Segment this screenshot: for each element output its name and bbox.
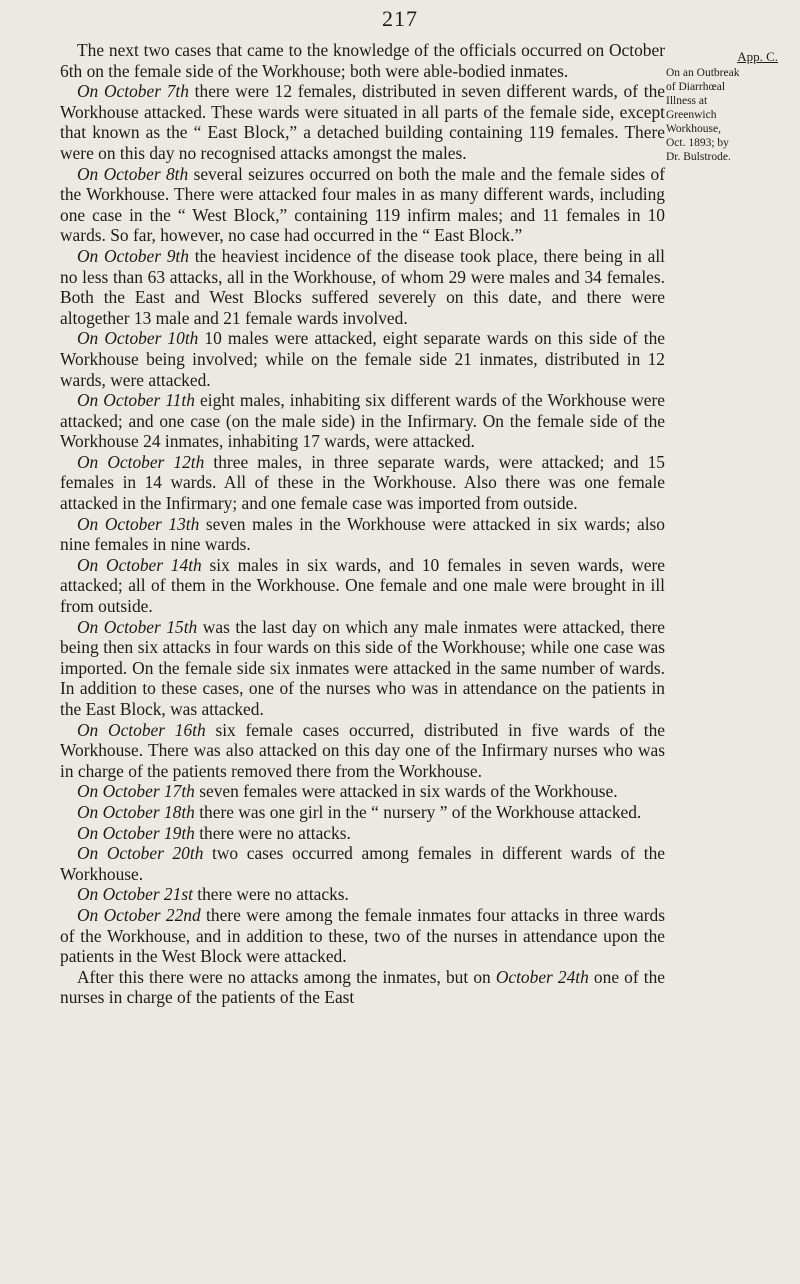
paragraph-text: there were among the female inmates four attacks in three wards of the Workhouse, and in addition to these, two of the nurses in attendance upon the patients in the West Block were attacked. (60, 904, 665, 967)
date-heading: On October 21st (77, 884, 193, 905)
paragraph (60, 905, 665, 967)
paragraph (60, 246, 665, 328)
paragraph (60, 617, 665, 720)
margin-note-line: Illness at (666, 95, 708, 107)
margin-note-line: Greenwich (666, 109, 717, 121)
date-heading: On October 9th (77, 245, 189, 266)
date-heading: On October 15th (77, 616, 198, 637)
date-heading: On October 14th (77, 554, 202, 575)
margin-note-line: Oct. 1893; by (666, 137, 729, 149)
paragraph-text: eight males, inhabiting six different wards of the Workhouse were attacked; and one case (on the male side) in the Infirmary. On the female side of the Workhouse 24 inmates, inhabiting 17 wards, were attacked. (60, 390, 666, 452)
paragraph-text: there was one girl in the “ nursery ” of the Workhouse attacked. (194, 801, 642, 822)
date-heading: On October 18th (77, 801, 195, 822)
paragraph-text: there were no attacks. (192, 884, 349, 905)
date-heading: On October 7th (77, 81, 189, 102)
margin-note-line: Dr. Bulstrode. (666, 151, 731, 163)
date-heading: On October 11th (77, 390, 195, 411)
date-heading: On October 20th (77, 843, 204, 864)
date-heading: On October 22nd (77, 904, 201, 925)
paragraph (60, 884, 665, 905)
paragraph-text: seven males in the Workhouse were attacked in six wards; also nine females in nine wards. (60, 513, 666, 555)
paragraph (60, 390, 665, 452)
paragraph-text: two cases occurred among females in different wards of the Workhouse. (60, 843, 665, 884)
date-heading: On October 19th (77, 822, 195, 843)
paragraph (60, 555, 665, 617)
paragraph-text: there were no attacks. (194, 822, 351, 843)
paragraph (60, 823, 665, 844)
paragraph (60, 164, 665, 246)
page-number: 217 (382, 6, 418, 31)
paragraph-text: three males, in three separate wards, were attacked; and 15 females in 14 wards. All of these in the Workhouse. Also there was one female attacked in the Infirmary; and one female case was imported from outside. (60, 451, 665, 514)
paragraph (60, 781, 665, 802)
report-body (60, 40, 665, 1008)
paragraph (60, 452, 665, 514)
date-heading: On October 10th (77, 328, 199, 349)
paragraph-text: was the last day on which any male inmates were attacked, there being then six attacks in four wards on this side of the Workhouse; while one case was imported. On the female side six inmates were attacked in the same number of wards. In addition to these cases, one of the nurses who was in attendance on the patients in the East Block, was attacked. (60, 616, 665, 719)
paragraph (60, 720, 665, 782)
paragraph-text: seven females were attacked in six wards of the Workhouse. (194, 781, 618, 802)
paragraph-text: 10 males were attacked, eight separate wards on this side of the Workhouse being involved; while on the female side 21 inmates, distributed in 12 wards, were attacked. (60, 328, 665, 390)
margin-note-line: On an Outbreak (666, 67, 740, 79)
paragraph (60, 81, 665, 163)
paragraph-text: The next two cases that came to the knowledge of the officials occurred on October 6th on the female side of the Workhouse; both were able-bodied inmates. (60, 40, 665, 81)
paragraph-text: six female cases occurred, distributed in five wards of the Workhouse. There was also attacked on this day one of the Infirmary nurses who was in charge of the patients removed there from the Workhouse. (60, 719, 665, 781)
margin-note-line: Workhouse, (666, 123, 721, 135)
paragraph (60, 967, 665, 1008)
appendix-label: App. C. (737, 49, 778, 64)
paragraph-text: there were 12 females, distributed in seven different wards, of the Workhouse attacked. These wards were situated in all parts of the female side, except that known as the “ East Block,” a detached building containing 119 females. There were on this day no recognised attacks amongst the males. (60, 81, 665, 163)
paragraph-text: several seizures occurred on both the male and the female sides of the Workhouse. There were attacked four males in as many different wards, including one case in the “ West Block,” containing 119 infirm males; and 11 females in 10 wards. So far, however, no case had occurred in the “ East Block.” (60, 163, 665, 246)
paragraph (60, 802, 665, 823)
date-heading: On October 16th (77, 719, 206, 740)
date-heading: October 24th (495, 966, 589, 987)
paragraph-text: the heaviest incidence of the disease took place, there being in all no less than 63 attacks, all in the Workhouse, of whom 29 were males and 34 females. Both the East and West Blocks suffered severely on this date, and there were altogether 13 male and 21 female wards involved. (60, 245, 665, 328)
date-heading: On October 13th (77, 513, 200, 534)
paragraph (60, 328, 665, 390)
paragraph-text: After this there were no attacks among the inmates, but on (77, 966, 496, 987)
paragraph (60, 843, 665, 884)
date-heading: On October 12th (77, 451, 205, 472)
date-heading: On October 17th (77, 781, 195, 802)
date-heading: On October 8th (77, 163, 189, 184)
paragraph-text: one of the nurses in charge of the patients of the East (60, 966, 665, 1008)
paragraph (60, 40, 665, 81)
paragraph (60, 514, 665, 555)
margin-note (666, 50, 784, 164)
paragraph-text: six males in six wards, and 10 females in seven wards, were attacked; all of them in the Workhouse. One female and one male were brought in ill from outside. (60, 554, 665, 617)
margin-note-line: of Diarrhœal (666, 81, 726, 93)
